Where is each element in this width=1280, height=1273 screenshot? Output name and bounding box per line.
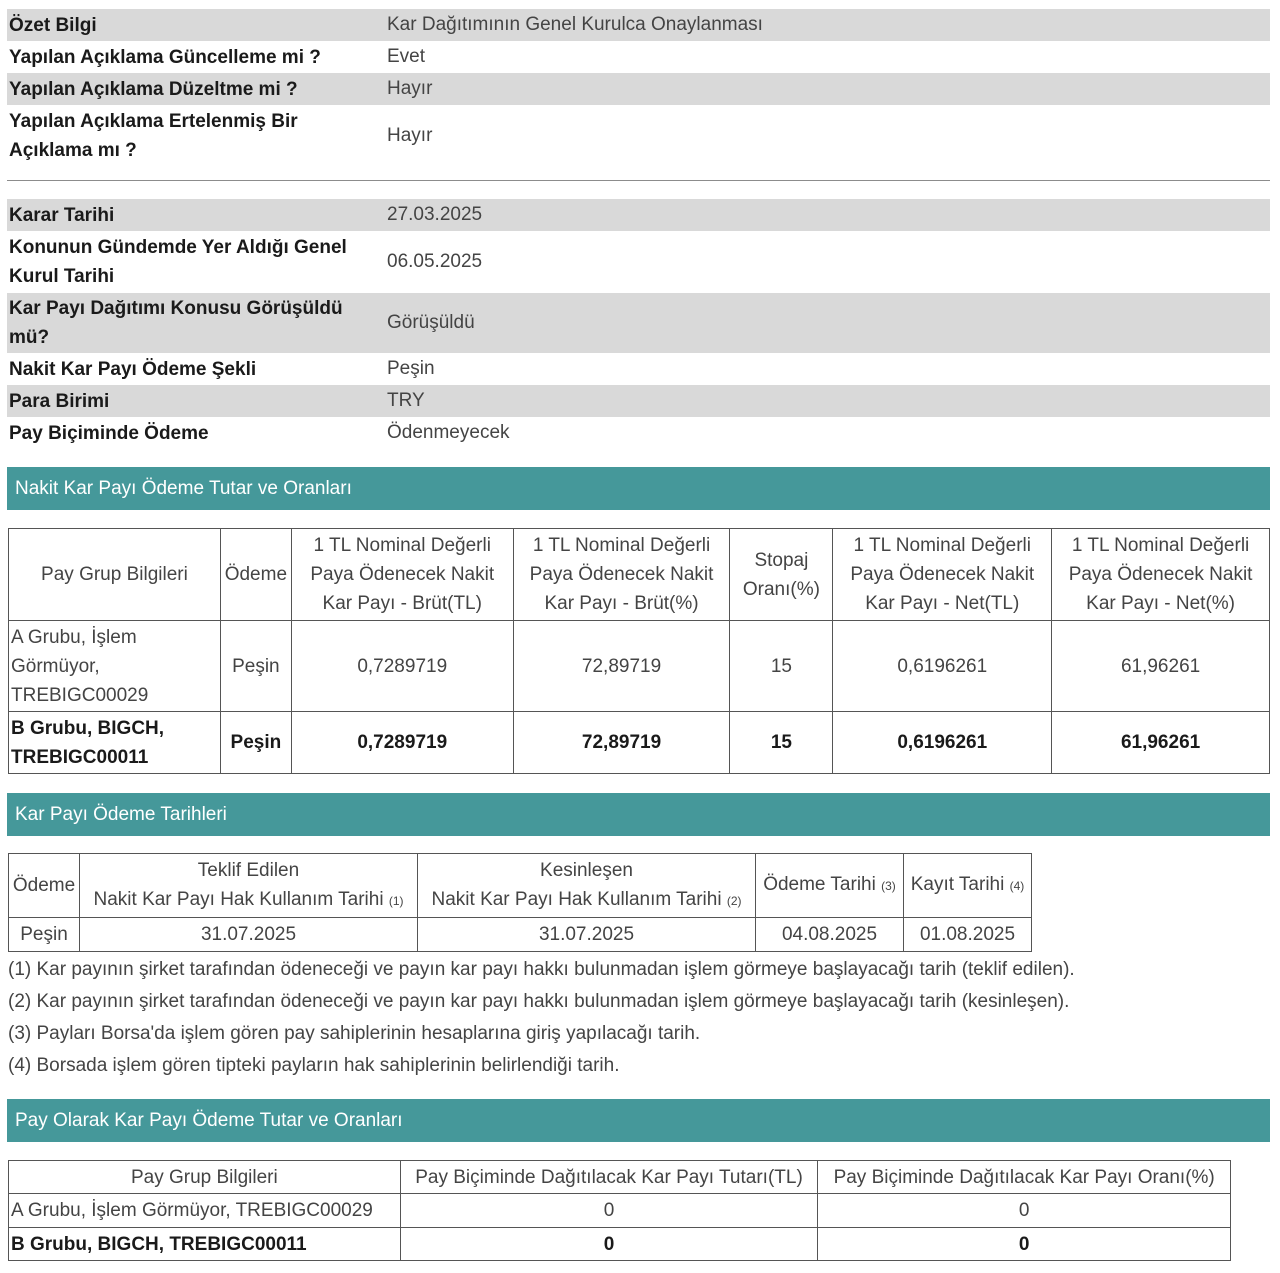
summary-value: Kar Dağıtımının Genel Kurulca Onaylanması [387,14,763,35]
divider [7,180,1270,181]
table-cell: 0,6196261 [833,621,1052,712]
detail-key: Pay Biçiminde Ödeme [9,422,209,444]
header-line [82,885,415,916]
summary-value: Hayır [387,125,433,146]
detail-key: Konunun Gündemde Yer Aldığı Genel Kurul Tarihi [9,237,347,287]
column-header [418,854,756,918]
detail-value: Ödenmeyecek [387,422,510,443]
table-cell: Peşin [220,621,291,712]
table-cell: 04.08.2025 [756,918,904,952]
footnote-ref: (1) [388,893,404,908]
column-header: Stopaj Oranı(%) [730,529,833,621]
cash-section-title: Nakit Kar Payı Ödeme Tutar ve Oranları [7,467,1270,510]
table-cell: 72,89719 [513,712,730,774]
detail-row [7,385,1270,417]
details-block [7,199,1270,449]
column-header: Pay Biçiminde Dağıtılacak Kar Payı Oranı(%) [818,1161,1231,1194]
table-cell: 61,96261 [1052,712,1270,774]
summary-block [7,9,1270,167]
table-row [9,1194,1231,1228]
summary-key: Yapılan Açıklama Ertelenmiş Bir Açıklama mı ? [9,111,298,161]
table-cell: 0 [400,1194,818,1228]
column-header: 1 TL Nominal Değerli Paya Ödenecek Nakit Kar Payı - Net(TL) [833,529,1052,621]
table-cell: 0 [400,1228,818,1261]
detail-row [7,199,1270,231]
column-header: Ödeme [220,529,291,621]
table-cell: B Grubu, BIGCH, TREBIGC00011 [9,1228,401,1261]
detail-key: Kar Payı Dağıtımı Konusu Görüşüldü mü? [9,298,343,348]
table-cell: B Grubu, BIGCH, TREBIGC00011 [9,712,221,774]
share-section-title: Pay Olarak Kar Payı Ödeme Tutar ve Oranları [7,1099,1270,1142]
footnote-ref: (3) [881,879,896,893]
cash-dividend-table [8,528,1270,774]
table-cell: 31.07.2025 [80,918,418,952]
detail-value: TRY [387,390,425,411]
detail-key: Nakit Kar Payı Ödeme Şekli [9,358,257,380]
column-header: Pay Grup Bilgileri [9,1161,401,1194]
detail-row [7,293,1270,353]
table-cell: 31.07.2025 [418,918,756,952]
summary-row [7,105,1270,167]
table-header-row [9,529,1270,621]
table-header-row [9,1161,1231,1194]
summary-key: Yapılan Açıklama Düzeltme mi ? [9,78,298,100]
table-header-row [9,854,1032,918]
footnote-ref: (2) [726,893,742,908]
table-cell: 0,6196261 [833,712,1052,774]
detail-row [7,231,1270,293]
table-cell: A Grubu, İşlem Görmüyor, TREBIGC00029 [9,621,221,712]
table-row [9,1228,1231,1261]
column-header [904,854,1032,918]
table-cell: 15 [730,621,833,712]
detail-row [7,417,1270,449]
summary-key: Özet Bilgi [9,14,97,36]
dates-section-title: Kar Payı Ödeme Tarihleri [7,793,1270,836]
header-text: Kayıt Tarihi [910,874,1005,895]
header-line [420,885,753,916]
share-dividend-table [8,1160,1231,1261]
footnote: (4) Borsada işlem gören tipteki payların hak sahiplerinin belirlendiği tarih. [8,1055,620,1076]
table-row [9,621,1270,712]
table-cell: Peşin [9,918,80,952]
column-header: Ödeme [9,854,80,918]
summary-key: Yapılan Açıklama Güncelleme mi ? [9,46,321,68]
summary-row [7,73,1270,105]
table-cell: Peşin [220,712,291,774]
column-header [756,854,904,918]
payment-dates-table [8,853,1032,952]
footnote: (1) Kar payının şirket tarafından ödeneceği ve payın kar payı hakkı bulunmadan işlem görmeye başlayacağı tarih (teklif edilen). [8,959,1075,980]
column-header [80,854,418,918]
detail-row [7,353,1270,385]
header-text: Nakit Kar Payı Hak Kullanım Tarihi [93,888,384,910]
footnote: (3) Payları Borsa'da işlem gören pay sahiplerinin hesaplarına giriş yapılacağı tarih. [8,1023,701,1044]
table-cell: 01.08.2025 [904,918,1032,952]
header-line: Kesinleşen [540,859,633,881]
footnote-ref: (4) [1009,879,1025,893]
column-header: Pay Grup Bilgileri [9,529,221,621]
table-cell: A Grubu, İşlem Görmüyor, TREBIGC00029 [9,1194,401,1228]
detail-key: Karar Tarihi [9,204,115,226]
table-row [9,712,1270,774]
column-header: 1 TL Nominal Değerli Paya Ödenecek Nakit Kar Payı - Brüt(%) [513,529,730,621]
table-cell: 72,89719 [513,621,730,712]
detail-value: 27.03.2025 [387,204,483,225]
header-text: Ödeme Tarihi [763,874,876,895]
summary-row [7,41,1270,73]
table-cell: 0,7289719 [291,621,513,712]
footnote: (2) Kar payının şirket tarafından ödeneceği ve payın kar payı hakkı bulunmadan işlem görmeye başlayacağı tarih (kesinleşen). [8,991,1070,1012]
detail-value: 06.05.2025 [387,251,483,272]
detail-value: Görüşüldü [387,312,475,333]
table-cell: 61,96261 [1052,621,1270,712]
table-row [9,918,1032,952]
table-cell: 15 [730,712,833,774]
column-header: Pay Biçiminde Dağıtılacak Kar Payı Tutarı(TL) [400,1161,818,1194]
summary-row [7,9,1270,41]
table-cell: 0 [818,1228,1231,1261]
detail-value: Peşin [387,358,435,379]
table-cell: 0,7289719 [291,712,513,774]
table-cell: 0 [818,1194,1231,1228]
summary-value: Evet [387,46,426,67]
detail-key: Para Birimi [9,390,110,412]
column-header: 1 TL Nominal Değerli Paya Ödenecek Nakit Kar Payı - Net(%) [1052,529,1270,621]
header-text: Nakit Kar Payı Hak Kullanım Tarihi [431,888,722,910]
column-header: 1 TL Nominal Değerli Paya Ödenecek Nakit Kar Payı - Brüt(TL) [291,529,513,621]
summary-value: Hayır [387,78,433,99]
header-line: Teklif Edilen [197,859,300,881]
